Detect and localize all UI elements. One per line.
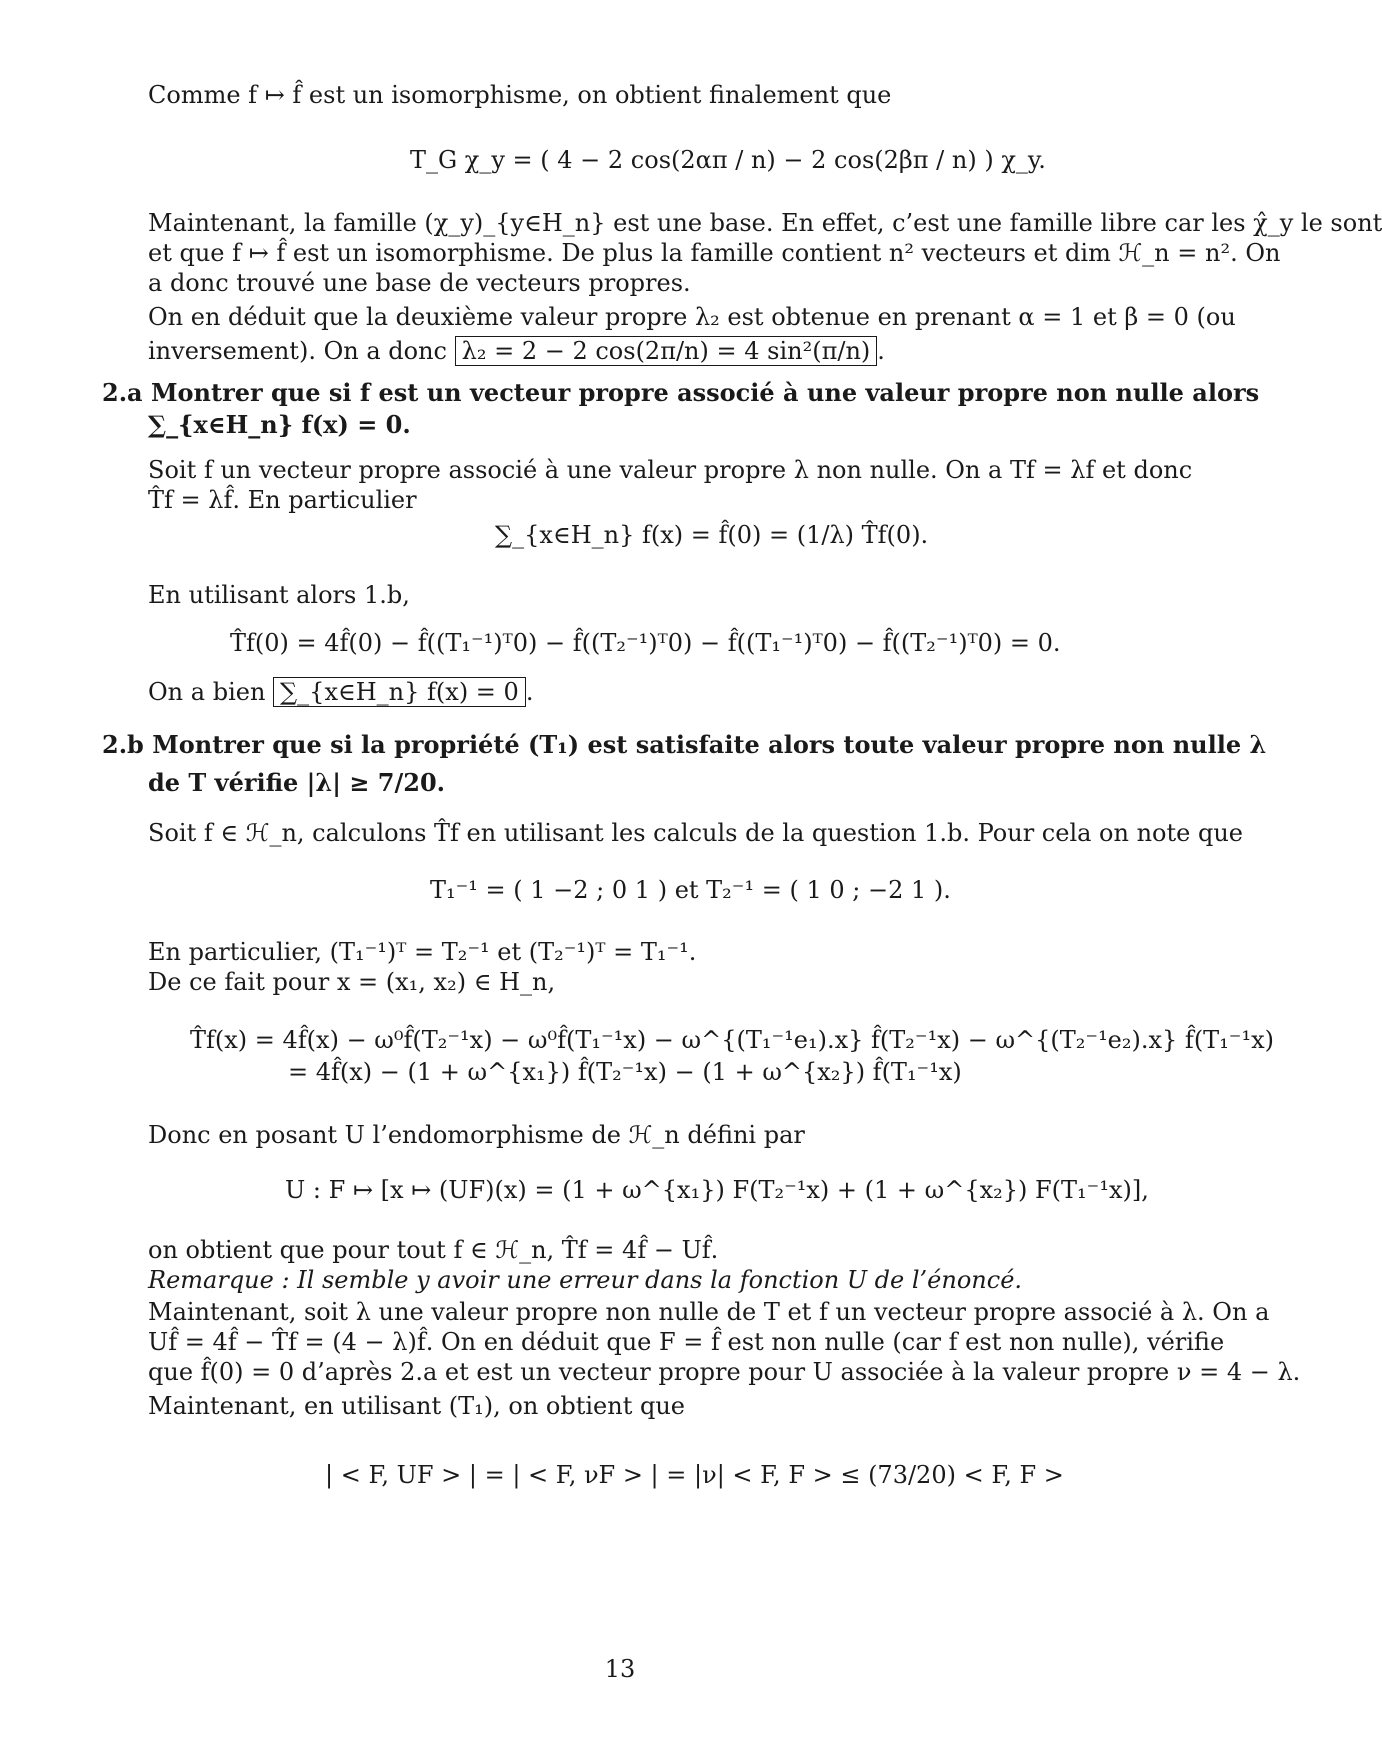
text-line: Maintenant, en utilisant (T₁), on obtient que xyxy=(148,1392,685,1420)
text-line: Soit f un vecteur propre associé à une valeur propre λ non nulle. On a Tf = λf et donc xyxy=(148,456,1193,484)
text-line: En particulier, (T₁⁻¹)ᵀ = T₂⁻¹ et (T₂⁻¹)ᵀ = T₁⁻¹. xyxy=(148,938,697,966)
text-line: De ce fait pour x = (x₁, x₂) ∈ H_n, xyxy=(148,968,556,996)
text-line: Comme f ↦ f̂ est un isomorphisme, on obtient finalement que xyxy=(148,81,892,109)
text-line: a donc trouvé une base de vecteurs propres. xyxy=(148,269,691,297)
text-line: Maintenant, soit λ une valeur propre non nulle de T et f un vecteur propre associé à λ. On a xyxy=(148,1298,1270,1326)
equation-inverse-matrices: T₁⁻¹ = ( 1 −2 ; 0 1 ) et T₂⁻¹ = ( 1 0 ; −2 1 ). xyxy=(430,876,951,904)
text-line: on obtient que pour tout f ∈ ℋ_n, T̂f = 4f̂ − Uf̂. xyxy=(148,1236,719,1264)
equation-tf-x-line2: = 4f̂(x) − (1 + ω^{x₁}) f̂(T₂⁻¹x) − (1 + ω^{x₂}) f̂(T₁⁻¹x) xyxy=(288,1058,962,1086)
equation-tg-chi: T_G χ_y = ( 4 − 2 cos(2απ / n) − 2 cos(2βπ / n) ) χ_y. xyxy=(410,146,1046,174)
text-line: et que f ↦ f̂ est un isomorphisme. De plus la famille contient n² vecteurs et dim ℋ_n = n². On xyxy=(148,239,1281,267)
text-segment: inversement). On a donc xyxy=(148,337,447,365)
question-2a-heading: 2.a Montrer que si f est un vecteur propre associé à une valeur propre non nulle alors xyxy=(102,378,1260,407)
text-line: En utilisant alors 1.b, xyxy=(148,581,410,609)
equation-def-U: U : F ↦ [x ↦ (UF)(x) = (1 + ω^{x₁}) F(T₂⁻¹x) + (1 + ω^{x₂}) F(T₁⁻¹x)], xyxy=(285,1176,1149,1204)
text-line: Soit f ∈ ℋ_n, calculons T̂f en utilisant les calculs de la question 1.b. Pour cela on note que xyxy=(148,819,1243,847)
equation-tf0: T̂f(0) = 4f̂(0) − f̂((T₁⁻¹)ᵀ0) − f̂((T₂⁻¹)ᵀ0) − f̂((T₁⁻¹)ᵀ0) − f̂((T₂⁻¹)ᵀ0) = 0. xyxy=(230,629,1061,657)
text-line: On a bien ∑_{x∈H_n} f(x) = 0 . xyxy=(148,678,534,706)
remark-line: Remarque : Il semble y avoir une erreur dans la fonction U de l’énoncé. xyxy=(148,1266,1023,1294)
question-2a-formula: ∑_{x∈H_n} f(x) = 0. xyxy=(148,410,411,439)
text-line: Uf̂ = 4f̂ − T̂f = (4 − λ)f̂. On en déduit que F = f̂ est non nulle (car f est non nulle), vérifie xyxy=(148,1328,1225,1356)
text-line: Donc en posant U l’endomorphisme de ℋ_n défini par xyxy=(148,1121,805,1149)
equation-inner-product: | < F, UF > | = | < F, νF > | = |ν| < F, F > ≤ (73/20) < F, F > xyxy=(325,1461,1064,1489)
equation-tf-x-line1: T̂f(x) = 4f̂(x) − ω⁰f̂(T₂⁻¹x) − ω⁰f̂(T₁⁻¹x) − ω^{(T₁⁻¹e₁).x} f̂(T₂⁻¹x) − ω^{(T₂⁻¹e₂).x} f̂(T₁⁻¹x) xyxy=(190,1026,1274,1054)
text-line: On en déduit que la deuxième valeur propre λ₂ est obtenue en prenant α = 1 et β = 0 (ou xyxy=(148,303,1236,331)
boxed-result-sum: ∑_{x∈H_n} f(x) = 0 xyxy=(273,677,526,707)
text-line: inversement). On a donc λ₂ = 2 − 2 cos(2π/n) = 4 sin²(π/n) . xyxy=(148,337,885,365)
equation-sum-f: ∑_{x∈H_n} f(x) = f̂(0) = (1/λ) T̂f(0). xyxy=(495,521,929,549)
text-line: que f̂(0) = 0 d’après 2.a et est un vecteur propre pour U associée à la valeur propre ν = 4 − λ. xyxy=(148,1358,1301,1386)
text-line: T̂f = λf̂. En particulier xyxy=(148,486,417,514)
question-2b-heading: 2.b Montrer que si la propriété (T₁) est satisfaite alors toute valeur propre non nulle λ xyxy=(102,730,1267,759)
question-2b-continued: de T vérifie |λ| ≥ 7/20. xyxy=(148,768,445,797)
text-line: Maintenant, la famille (χ_y)_{y∈H_n} est une base. En effet, c’est une famille libre car les χ̂_y le sont xyxy=(148,209,1382,237)
text-segment: On a bien xyxy=(148,678,266,706)
boxed-result-lambda2: λ₂ = 2 − 2 cos(2π/n) = 4 sin²(π/n) xyxy=(455,336,878,366)
page-number: 13 xyxy=(604,1655,636,1683)
